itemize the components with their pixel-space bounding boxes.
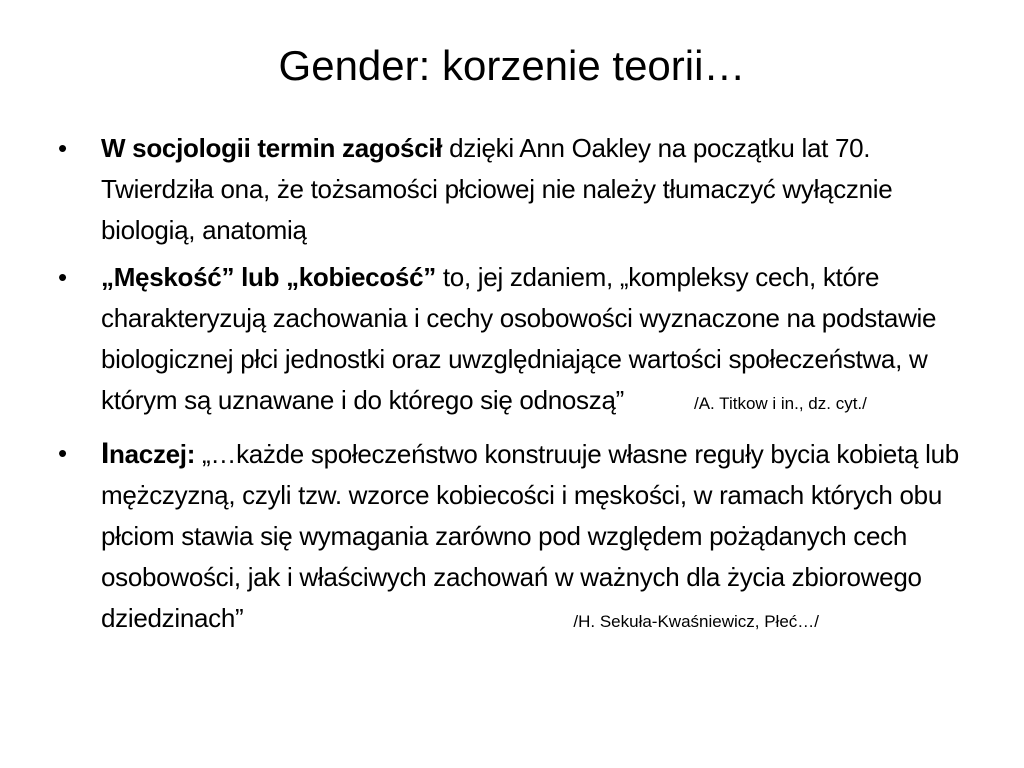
bullet-body: to, jej zdaniem, „kompleksy cech, które charakteryzują zachowania i cechy osobowości wyznaczone na podstawie biologicznej płci jednostki oraz uwzględniające wartości społeczeństwa, w którym są uznawane i do którego się odnoszą” bbox=[101, 262, 937, 415]
bullet-item bbox=[0, 433, 1024, 642]
bullet-item bbox=[0, 128, 1024, 251]
slide-content bbox=[0, 128, 1024, 642]
citation: /H. Sekuła-Kwaśniewicz, Płeć…/ bbox=[573, 612, 820, 631]
slide-title: Gender: korzenie teorii… bbox=[278, 42, 746, 89]
bullet-body: dzięki Ann Oakley na początku lat 70. Twierdziła ona, że tożsamości płciowej nie należy tłumaczyć wyłącznie biologią, anatomią bbox=[101, 133, 893, 245]
bullet-lead-initial: I bbox=[101, 437, 110, 470]
bullet-symbol: • bbox=[58, 262, 68, 292]
bullet-text bbox=[101, 433, 981, 642]
bullet-text bbox=[101, 128, 981, 251]
bullet-body: „…każde społeczeństwo konstruuje własne reguły bycia kobietą lub mężczyzną, czyli tzw. wzorce kobiecości i męskości, w ramach których obu płciom stawia się wymagania zarówno pod względem pożądanych cech osobowości, jak i właściwych zachowań w ważnych dla życia zbiorowego dziedzinach” bbox=[101, 439, 959, 633]
bullet-symbol: • bbox=[58, 438, 68, 468]
bullet-lead: naczej: bbox=[109, 439, 196, 469]
bullet-text bbox=[101, 257, 981, 424]
bullet-lead: W socjologii termin zagościł bbox=[101, 133, 443, 163]
bullet-item bbox=[0, 257, 1024, 424]
bullet-lead: „Męskość” lub „kobiecość” bbox=[101, 262, 436, 292]
bullet-symbol: • bbox=[58, 133, 68, 163]
citation: /A. Titkow i in., dz. cyt./ bbox=[693, 394, 867, 413]
